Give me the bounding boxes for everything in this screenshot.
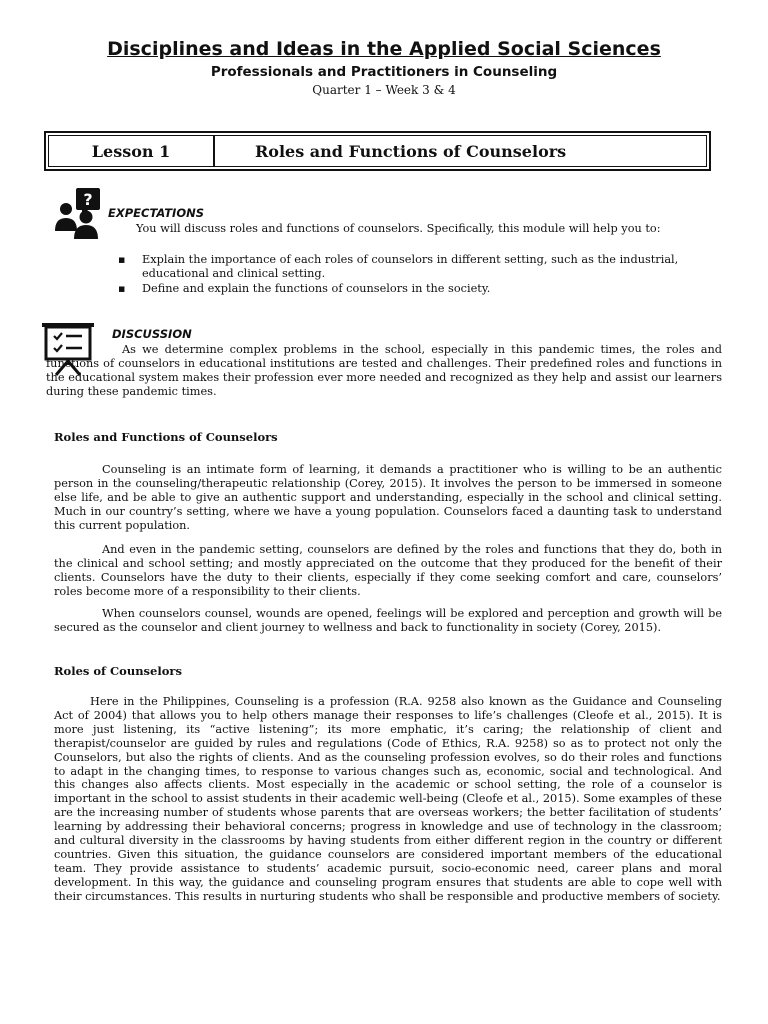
section-heading-roles: Roles of Counselors bbox=[54, 664, 182, 678]
expectations-intro: You will discuss roles and functions of counselors. Specifically, this module will help you to: bbox=[136, 222, 661, 235]
svg-text:?: ? bbox=[83, 190, 93, 209]
expectations-label: EXPECTATIONS bbox=[108, 206, 205, 220]
paragraph: And even in the pandemic setting, counselors are defined by the roles and functions that they do, both in the clinical and school setting; and mostly appreciated on the outcome that they produced for the benefit of their clients. Counselors have the duty to their clients, especially if they come seeking comfort and care, counselors’ roles become more of a responsibility to their clients. bbox=[54, 543, 722, 598]
document-title: Disciplines and Ideas in the Applied Social Sciences bbox=[107, 38, 661, 60]
list-item: ▪ Define and explain the functions of counselors in the society. bbox=[116, 282, 714, 296]
discussion-paragraph: As we determine complex problems in the school, especially in this pandemic times, the roles and functions of counselors in educational institutions are tested and challenges. Their predefined roles and functions in the educational system makes their profession ever more needed and recognized as they help and assist our learners during these pandemic times. bbox=[46, 343, 722, 398]
lesson-banner bbox=[48, 135, 707, 167]
discussion-label: DISCUSSION bbox=[112, 327, 192, 341]
paragraph: When counselors counsel, wounds are opened, feelings will be explored and perception and growth will be secured as the counselor and client journey to wellness and back to functionality in society (Corey, 2015). bbox=[54, 607, 722, 634]
paragraph: Here in the Philippines, Counseling is a profession (R.A. 9258 also known as the Guidance and Counseling Act of 2004) that allows you to help others manage their responses to life’s challenges (Cleofe et al., 2015). It is more just listening, its “active listening”; its more emphatic, it’s caring; the relationship of client and therapist/counselor are guided by rules and regulations (Code of Ethics, R.A. 9258) so as to protect not only the Counselors, but also the rights of clients. And as the counseling profession evolves, so do their roles and functions to adapt in the changing times, to response to various changes such as, economic, social and technological. And this changes also affects clients. Most especially in the academic or school setting, the role of a counselor is important in the school to assist students in their academic well-being (Cleofe et al., 2015). Some examples of these are the increasing number of students whose parents that are overseas workers; the better facilitation of students’ learning by addressing their behavioral concerns; progress in knowledge and use of technology in the classroom; and cultural diversity in the classrooms by having students from either different region in the country or different countries. Given this situation, the guidance counselors are considered important members of the educational team. They provide assistance to students’ academic pursuit, socio-economic need, career plans and moral development. In this way, the guidance and counseling program ensures that students are able to cope well with their circumstances. This results in nurturing students who shall be responsible and productive members of society. bbox=[54, 695, 722, 903]
lesson-number: Lesson 1 bbox=[49, 136, 215, 166]
quarter-week-label: Quarter 1 – Week 3 & 4 bbox=[312, 83, 456, 97]
list-item: ▪ Explain the importance of each roles of counselors in different setting, such as the industrial, educational and clinical setting. bbox=[116, 253, 714, 281]
lesson-name: Roles and Functions of Counselors bbox=[255, 141, 567, 161]
document-subtitle: Professionals and Practitioners in Counseling bbox=[210, 64, 558, 80]
section-heading-roles-functions: Roles and Functions of Counselors bbox=[54, 430, 278, 444]
expectations-list bbox=[116, 253, 714, 297]
paragraph: Counseling is an intimate form of learning, it demands a practitioner who is willing to be an authentic person in the counseling/therapeutic relationship (Corey, 2015). It involves the person to be immersed in someone else life, and be able to give an authentic support and understanding, especially in the school and clinical setting. Much in our country’s setting, where we have a young population. Counselors faced a daunting task to understand this current population. bbox=[54, 463, 722, 532]
